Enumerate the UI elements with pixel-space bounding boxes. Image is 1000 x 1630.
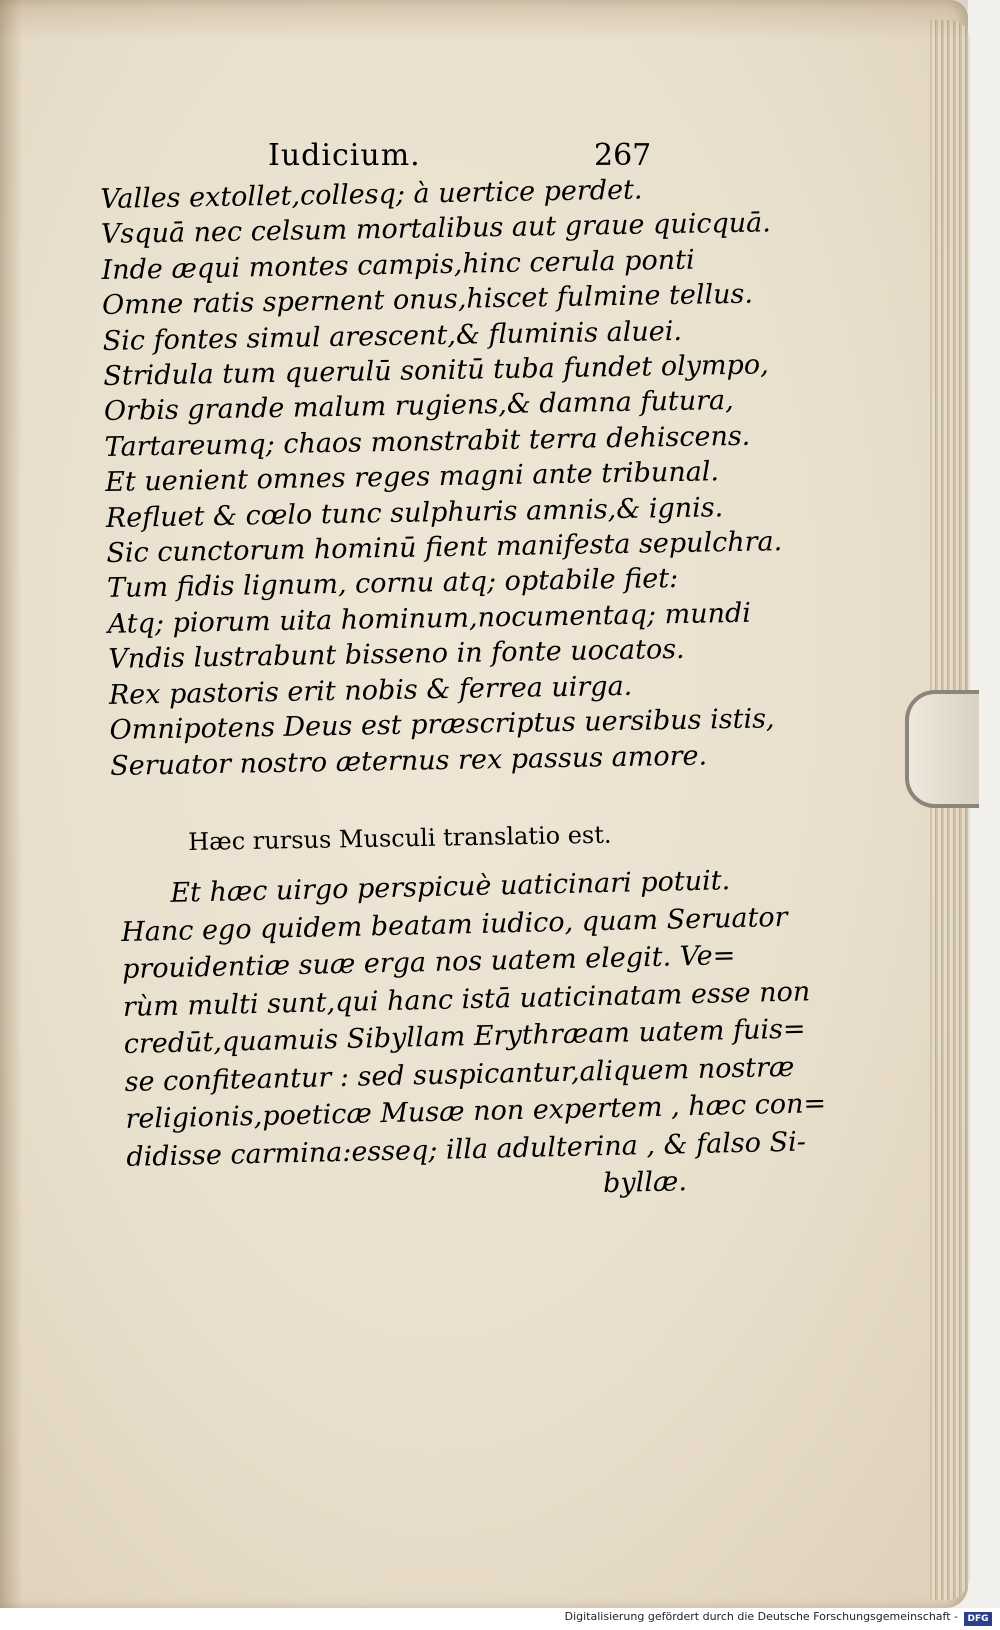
prose-line: religionis,poeticæ Musæ non expertem , hæc con= (125, 1088, 827, 1135)
prose-block (120, 863, 827, 1213)
prose-line: se confiteantur : sed suspicantur,aliquem nostræ (124, 1051, 795, 1098)
section-subheading: Hæc rursus Musculi translatio est. (188, 820, 612, 856)
verse-line: Vsquā nec celsum mortalibus aut graue quicquā. (100, 207, 772, 251)
running-head-title: Iudicium. (268, 138, 421, 173)
verse-line: Et uenient omnes reges magni ante tribunal. (104, 456, 720, 499)
verse-line: Tartareumq; chaos monstrabit terra dehiscens. (104, 420, 751, 463)
verse-line: Seruator nostro æternus rex passus amore. (109, 739, 708, 782)
verse-line: Tum fidis lignum, cornu atq; optabile fiet: (106, 563, 679, 605)
prose-line: didisse carmina:esseq; illa adulterina , & falso Si- (126, 1126, 807, 1173)
verse-block (100, 170, 786, 784)
verse-line: Inde æqui montes campis,hinc cerula ponti (101, 244, 695, 286)
verse-line: Sic cunctorum hominū fient manifesta sepulchra. (106, 526, 783, 570)
prose-line: prouidentiæ suæ erga nos uatem elegit. Ve= (121, 940, 736, 985)
digitization-footer (0, 1608, 1000, 1630)
verse-line: Omnipotens Deus est præscriptus uersibus istis, (109, 703, 775, 747)
prose-line: Et hæc uirgo perspicuè uaticinari potuit. (170, 865, 731, 909)
verse-line: Vndis lustrabunt bisseno in fonte uocatos. (108, 634, 685, 676)
verse-line: Valles extollet,collesq; à uertice perdet. (100, 174, 643, 215)
page-fore-edge (930, 20, 970, 1600)
spine-shadow (0, 0, 22, 1608)
verse-line: Stridula tum querulū sonitū tuba fundet olympo, (103, 349, 769, 392)
prose-line: credūt,quamuis Sibyllam Erythræam uatem fuis= (123, 1013, 806, 1060)
funding-credit: Digitalisierung gefördert durch die Deutsche Forschungsgemeinschaft - (564, 1610, 958, 1623)
page-number: 267 (594, 138, 652, 173)
prose-line: Hanc ego quidem beatam iudico, quam Seruator (120, 901, 788, 948)
catchword: byllæ. (602, 1166, 688, 1200)
verse-line: Omne ratis spernent onus,hiscet fulmine tellus. (101, 278, 754, 322)
verse-line: Refluet & cœlo tunc sulphuris amnis,& ignis. (105, 491, 724, 534)
verse-line: Sic fontes simul arescent,& fluminis aluei. (102, 315, 683, 357)
verse-line: Rex pastoris erit nobis & ferrea uirga. (108, 670, 633, 711)
verse-line: Atq; piorum uita hominum,nocumentaq; mundi (107, 597, 752, 640)
top-shadow (0, 0, 968, 40)
verse-line: Orbis grande malum rugiens,& damna futura, (103, 385, 734, 428)
dfg-logo: DFG (964, 1612, 992, 1626)
page-clip (905, 690, 979, 808)
prose-line: rùm multi sunt,qui hanc istā uaticinatam esse non (122, 975, 811, 1023)
